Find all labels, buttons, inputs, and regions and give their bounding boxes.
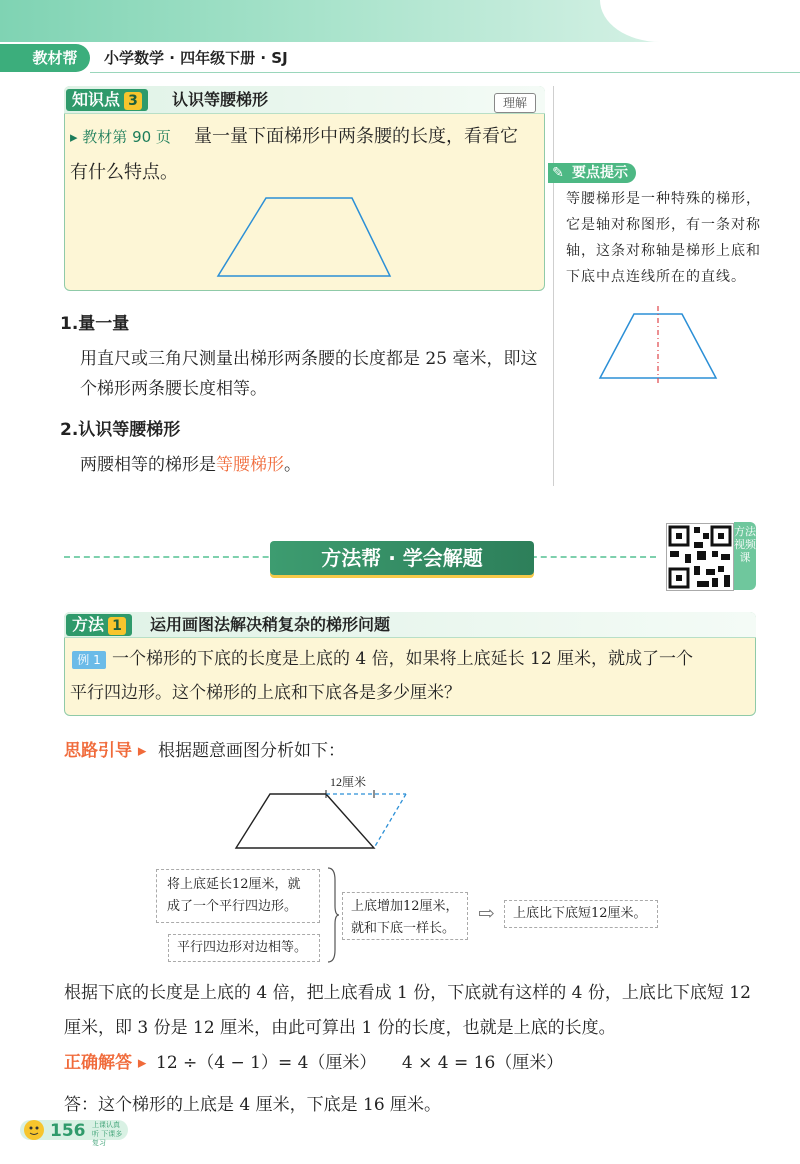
method-tag-label: 方法 <box>72 615 105 634</box>
brand-tab: 教材帮 <box>20 44 90 72</box>
knowledge-text-line2: 有什么特点。 <box>70 162 178 183</box>
side-divider <box>553 86 554 486</box>
book-title: 小学数学 · 四年级下册 · SJ <box>104 49 288 67</box>
section1-body: 用直尺或三角尺测量出梯形两条腰的长度都是 25 毫米，即这个梯形两条腰长度相等。 <box>80 349 538 399</box>
method-title: 运用画图法解决稍复杂的梯形问题 <box>150 615 391 634</box>
brace-icon <box>326 866 340 964</box>
note-shorter: 上底比下底短12厘米。 <box>504 900 658 928</box>
thinking-text: 根据题意画图分析如下： <box>158 741 345 761</box>
measure-label: 12厘米 <box>330 775 367 789</box>
parallelogram-side <box>374 794 406 848</box>
section2-body-pre: 两腰相等的梯形是 <box>80 455 216 475</box>
note-opposite-sides: 平行四边形对边相等。 <box>168 934 320 962</box>
qr-tab: 方法视频课 <box>734 522 756 590</box>
knowledge-title: 认识等腰梯形 <box>172 90 269 109</box>
note-extend: 将上底延长12厘米，就成了一个平行四边形。 <box>156 869 320 923</box>
extension-diagram <box>230 770 420 852</box>
isosceles-trapezoid-figure <box>200 190 410 290</box>
method-banner: 方法帮 · 学会解题 <box>270 541 534 575</box>
symmetry-trapezoid-figure <box>594 306 724 386</box>
section2-title: 2.认识等腰梯形 <box>60 420 181 440</box>
tip-text: 等腰梯形是一种特殊的梯形，它是轴对称图形，有一条对称轴，这条对称轴是梯形上底和下底中点连线所在的直线。 <box>566 191 761 285</box>
final-answer: 答：这个梯形的上底是 4 厘米，下底是 16 厘米。 <box>64 1095 442 1115</box>
knowledge-text-line1: 量一量下面梯形中两条腰的长度，看看它 <box>194 126 518 147</box>
knowledge-tag <box>66 89 148 111</box>
knowledge-badge: 理解 <box>494 93 536 113</box>
knowledge-tag-label: 知识点 <box>72 90 121 109</box>
section1-title: 1.量一量 <box>60 314 130 334</box>
header-curve <box>600 0 800 42</box>
analysis-text: 根据下底的长度是上底的 4 倍，把上底看成 1 份，下底就有这样的 4 份，上底比下底短 12 厘米，即 3 份是 12 厘米，由此可算出 1 份的长度，也就是上底的长度。 <box>64 983 751 1038</box>
diagram-trapezoid <box>236 794 374 848</box>
page-number: 156 <box>50 1121 86 1141</box>
answer-label: 正确解答 ▸ <box>64 1053 147 1073</box>
trapezoid-shape <box>218 198 390 276</box>
section2-highlight: 等腰梯形 <box>216 455 284 475</box>
example-tag: 例 1 <box>72 651 106 669</box>
section2-body <box>80 450 301 480</box>
example-text-line1: 一个梯形的下底的长度是上底的 4 倍，如果将上底延长 12 厘米，就成了一个 <box>112 649 694 669</box>
example-text-line2: 平行四边形。这个梯形的上底和下底各是多少厘米？ <box>70 683 461 703</box>
lightbulb-icon: ✎ <box>552 165 564 181</box>
page-motto: 上课认真听 下课多复习 <box>92 1121 123 1147</box>
textbook-reference: ▸ 教材第 90 页 <box>70 128 171 146</box>
note-same-length: 上底增加12厘米，就和下底一样长。 <box>342 892 468 940</box>
qr-code-icon[interactable] <box>666 523 734 591</box>
method-number: 1 <box>108 617 126 635</box>
section2-body-post: 。 <box>284 455 301 475</box>
answer-formula: 12 ÷（4 − 1）= 4（厘米） 4 × 4 = 16（厘米） <box>156 1053 564 1073</box>
arrow-right-icon: ⇨ <box>478 901 495 925</box>
method-tag <box>66 614 132 636</box>
knowledge-number: 3 <box>124 92 142 110</box>
tip-tag: 要点提示 <box>548 163 636 183</box>
header-divider <box>90 72 800 73</box>
thinking-label: 思路引导 ▸ <box>64 741 147 761</box>
